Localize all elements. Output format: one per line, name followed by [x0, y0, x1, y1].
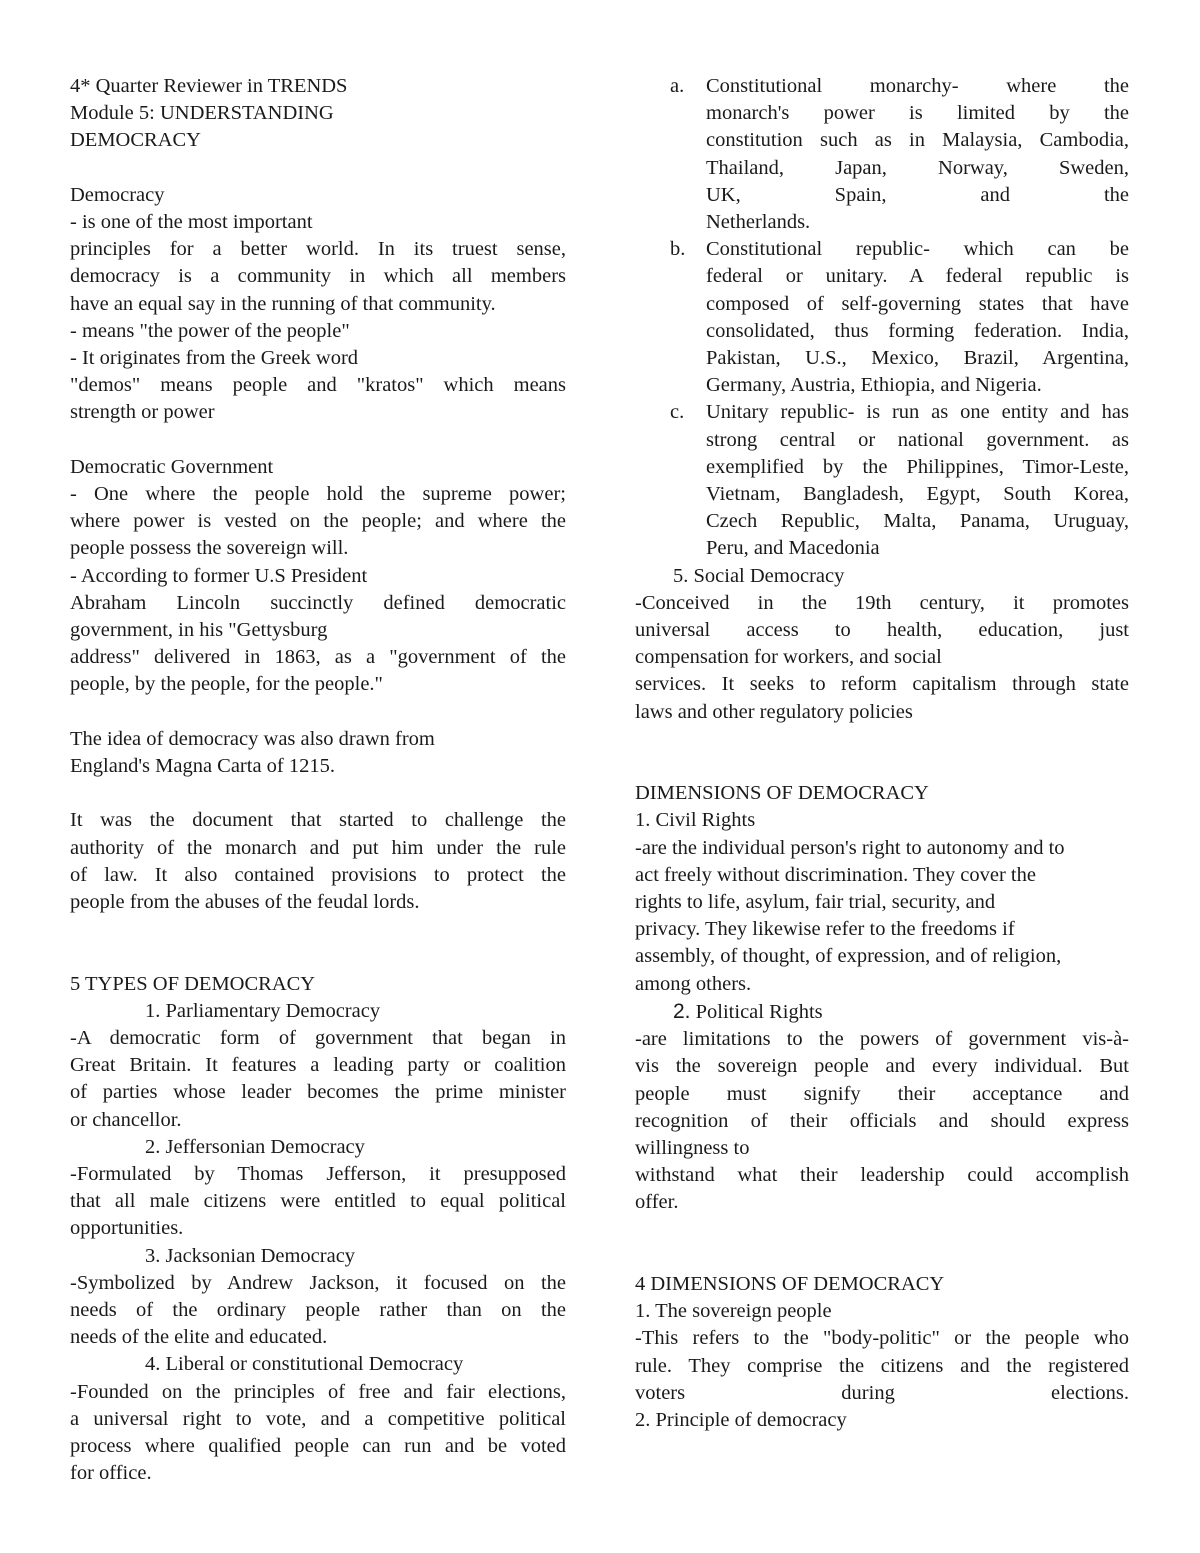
- type-5-text-line: universal access to health, education, just: [635, 619, 1129, 642]
- sub-type-b-text-line: Germany, Austria, Ethiopia, and Nigeria.: [706, 374, 1042, 397]
- type-2-title: 2. Jeffersonian Democracy: [145, 1135, 365, 1158]
- democracy-text-line: democracy is a community in which all members: [70, 265, 566, 288]
- type-5-text-line: -Conceived in the 19th century, it promotes: [635, 591, 1129, 614]
- democracy-text-line: "demos" means people and "kratos" which means: [70, 374, 566, 397]
- document-text-line: authority of the monarch and put him under the rule: [70, 836, 566, 859]
- type-4-text-line: a universal right to vote, and a competitive political: [70, 1407, 566, 1430]
- sub-type-c-text-line: Peru, and Macedonia: [706, 537, 880, 560]
- type-3-title: 3. Jacksonian Democracy: [145, 1244, 356, 1267]
- type-1-text-line: -A democratic form of government that began in: [70, 1027, 566, 1050]
- sub-type-c: [635, 399, 1129, 562]
- dimension-1-text-line: privacy. They likewise refer to the freedoms if: [635, 918, 1015, 941]
- document-text-line: It was the document that started to challenge the: [70, 809, 566, 832]
- dimension-2-text-line: recognition of their officials and should express: [635, 1109, 1129, 1132]
- dimension-1-text-line: assembly, of thought, of expression, and of religion,: [635, 945, 1062, 968]
- democracy-text-line: have an equal say in the running of that community.: [70, 292, 496, 315]
- dimension-1-title: 1. Civil Rights: [635, 809, 756, 832]
- doc-title-line-3: DEMOCRACY: [70, 129, 201, 152]
- sub-type-b-text-line: composed of self-governing states that have: [706, 292, 1129, 315]
- type-2-text-line: opportunities.: [70, 1217, 184, 1240]
- type-4-text-line: for office.: [70, 1462, 152, 1485]
- dimension-2-text-line: withstand what their leadership could accomplish: [635, 1164, 1129, 1187]
- govt-text-line: - According to former U.S President: [70, 564, 368, 587]
- doc-title-line-1: 4* Quarter Reviewer in TRENDS: [70, 75, 348, 97]
- sub-type-c-text-line: strong central or national government. as: [706, 428, 1129, 451]
- dimension-2-number: 2.: [673, 999, 691, 1023]
- sub-type-a-text-line: monarch's power is limited by the: [706, 102, 1129, 125]
- four-dimensions-heading: 4 DIMENSIONS OF DEMOCRACY: [635, 1272, 945, 1295]
- democracy-text-line: - It originates from the Greek word: [70, 347, 359, 370]
- magna-carta-text-line: England's Magna Carta of 1215.: [70, 755, 336, 778]
- dimension-1-text-line: act freely without discrimination. They cover the: [635, 863, 1036, 886]
- govt-text-line: address" delivered in 1863, as a "government of the: [70, 646, 566, 669]
- govt-text-line: people, by the people, for the people.": [70, 673, 383, 696]
- four-dimension-1-text-line: -This refers to the "body-politic" or the people who: [635, 1327, 1129, 1350]
- type-1-title: 1. Parliamentary Democracy: [145, 999, 381, 1022]
- types-heading: 5 TYPES OF DEMOCRACY: [70, 972, 316, 995]
- type-2-text-line: -Formulated by Thomas Jefferson, it presupposed: [70, 1163, 566, 1186]
- sub-type-a-text-line: Netherlands.: [706, 211, 811, 234]
- govt-text-line: where power is vested on the people; and where the: [70, 510, 566, 533]
- sub-type-a-text-line: Constitutional monarchy- where the: [706, 75, 1129, 97]
- dimension-2-title: [635, 998, 1129, 1026]
- sub-type-a-text-line: UK, Spain, and the: [706, 183, 1129, 206]
- sub-type-b-text-line: consolidated, thus forming federation. India,: [706, 319, 1129, 342]
- govt-text-line: Abraham Lincoln succinctly defined democratic: [70, 591, 566, 614]
- democracy-text-line: - means "the power of the people": [70, 319, 350, 342]
- type-3-text-line: needs of the elite and educated.: [70, 1326, 328, 1349]
- type-4-title: 4. Liberal or constitutional Democracy: [145, 1353, 464, 1376]
- democracy-text-line: - is one of the most important: [70, 211, 313, 233]
- type-3-text-line: -Symbolized by Andrew Jackson, it focused on the: [70, 1271, 566, 1294]
- dimension-2-text-line: offer.: [635, 1191, 679, 1214]
- sub-type-a-text-line: Thailand, Japan, Norway, Sweden,: [706, 156, 1129, 179]
- sub-type-c-text-line: Unitary republic- is run as one entity and has: [706, 401, 1129, 424]
- left-column: [70, 73, 566, 1487]
- magna-carta-text-line: The idea of democracy was also drawn from: [70, 727, 435, 750]
- type-1-text-line: Great Britain. It features a leading party or coalition: [70, 1054, 566, 1077]
- type-5-title: 5. Social Democracy: [673, 564, 845, 587]
- democracy-text-line: strength or power: [70, 401, 215, 424]
- type-3-text-line: needs of the ordinary people rather than on the: [70, 1299, 566, 1322]
- type-5-text-line: services. It seeks to reform capitalism through state: [635, 673, 1129, 696]
- doc-title-line-2: Module 5: UNDERSTANDING: [70, 102, 334, 125]
- govt-text-line: - One where the people hold the supreme power;: [70, 483, 566, 506]
- dimension-2-label: Political Rights: [690, 1000, 823, 1023]
- sub-type-b-marker: b.: [670, 238, 686, 261]
- govt-text-line: government, in his "Gettysburg: [70, 619, 328, 642]
- dimension-2-text-line: people must signify their acceptance and: [635, 1082, 1129, 1105]
- sub-type-b-text-line: federal or unitary. A federal republic is: [706, 265, 1129, 288]
- document-text-line: people from the abuses of the feudal lords.: [70, 891, 420, 914]
- democratic-government-heading: Democratic Government: [70, 455, 274, 478]
- sub-type-b-text-line: Constitutional republic- which can be: [706, 238, 1129, 261]
- sub-type-a-marker: a.: [670, 75, 685, 97]
- dimension-1-text-line: among others.: [635, 972, 752, 995]
- dimensions-heading: DIMENSIONS OF DEMOCRACY: [635, 782, 929, 805]
- four-dimension-2-title: 2. Principle of democracy: [635, 1408, 847, 1431]
- democracy-heading: Democracy: [70, 183, 165, 206]
- dimension-1-text-line: -are the individual person's right to autonomy and to: [635, 836, 1065, 859]
- document-text-line: of law. It also contained provisions to protect the: [70, 863, 566, 886]
- type-1-text-line: or chancellor.: [70, 1108, 182, 1131]
- sub-type-c-text-line: exemplified by the Philippines, Timor-Leste,: [706, 455, 1129, 478]
- sub-type-c-text-line: Czech Republic, Malta, Panama, Uruguay,: [706, 510, 1129, 533]
- sub-type-b: [635, 236, 1129, 399]
- type-4-text-line: -Founded on the principles of free and fair elections,: [70, 1380, 566, 1403]
- right-column: [635, 73, 1129, 1434]
- sub-type-a-text-line: constitution such as in Malaysia, Cambodia,: [706, 129, 1129, 152]
- sub-type-a: [635, 73, 1129, 236]
- democracy-text-line: principles for a better world. In its truest sense,: [70, 238, 566, 261]
- sub-type-c-text-line: Vietnam, Bangladesh, Egypt, South Korea,: [706, 483, 1129, 506]
- type-5-text-line: compensation for workers, and social: [635, 646, 942, 669]
- type-5-text-line: laws and other regulatory policies: [635, 700, 913, 723]
- sub-type-c-marker: c.: [670, 401, 685, 424]
- type-2-text-line: that all male citizens were entitled to equal political: [70, 1190, 566, 1213]
- dimension-2-text-line: -are limitations to the powers of government vis-à-: [635, 1028, 1129, 1051]
- dimension-1-text-line: rights to life, asylum, fair trial, security, and: [635, 891, 996, 914]
- four-dimension-1-text-line: voters during elections.: [635, 1381, 1129, 1404]
- dimension-2-text-line: willingness to: [635, 1136, 750, 1159]
- sub-type-b-text-line: Pakistan, U.S., Mexico, Brazil, Argentina,: [706, 347, 1129, 370]
- four-dimension-1-text-line: rule. They comprise the citizens and the registered: [635, 1354, 1129, 1377]
- type-1-text-line: of parties whose leader becomes the prime minister: [70, 1081, 566, 1104]
- govt-text-line: people possess the sovereign will.: [70, 537, 349, 560]
- type-4-text-line: process where qualified people can run and be voted: [70, 1435, 566, 1458]
- four-dimension-1-title: 1. The sovereign people: [635, 1300, 832, 1323]
- dimension-2-text-line: vis the sovereign people and every individual. But: [635, 1055, 1129, 1078]
